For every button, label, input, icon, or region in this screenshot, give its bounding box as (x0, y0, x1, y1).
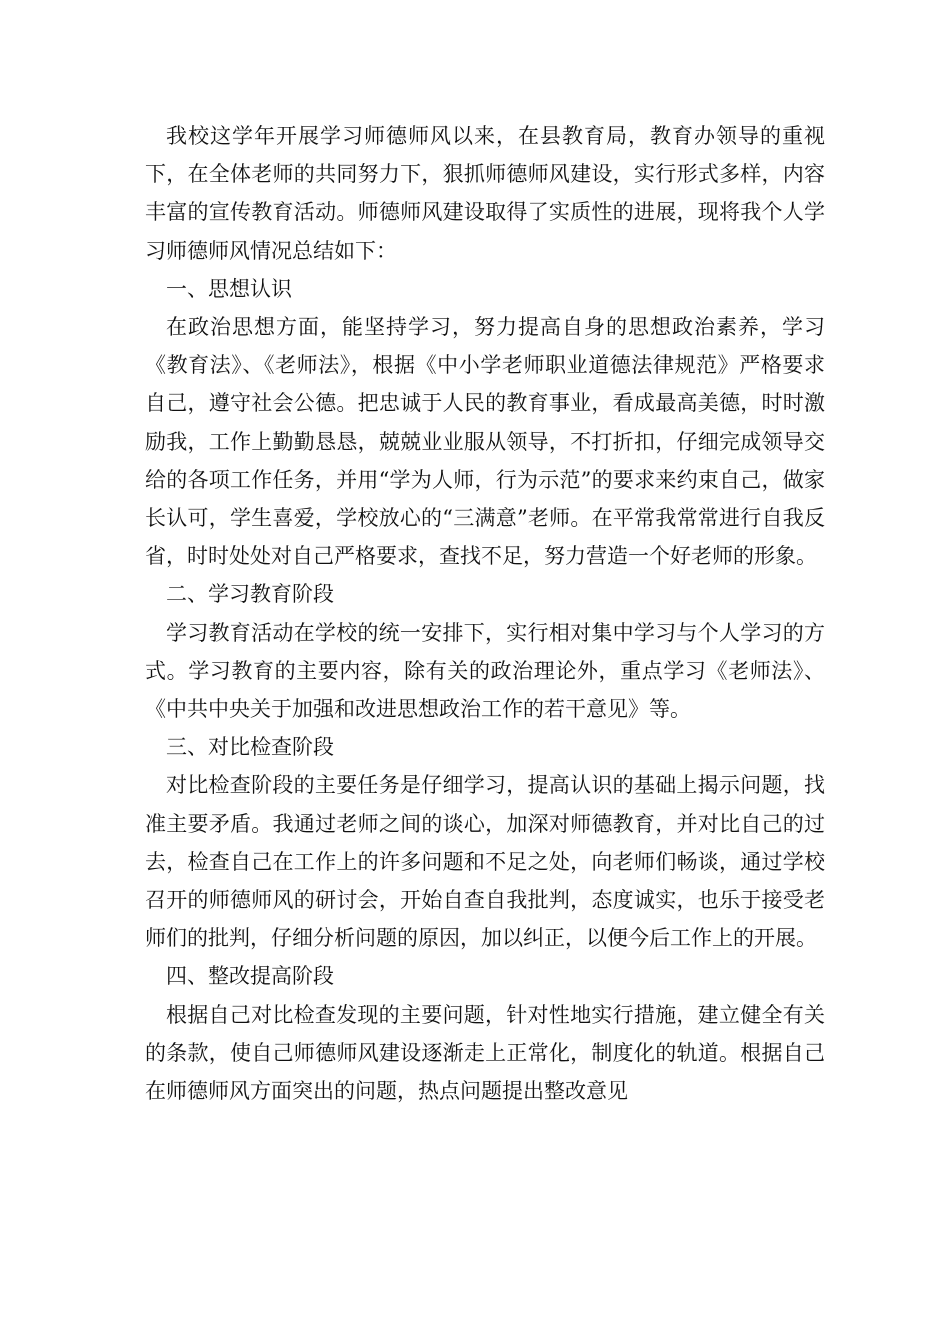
section-heading-4: 四、整改提高阶段 (166, 964, 334, 989)
section-heading-1: 一、思想认识 (166, 276, 292, 301)
section-heading-2: 二、学习教育阶段 (166, 582, 334, 607)
document-body (145, 117, 825, 1110)
intro-paragraph: 我校这学年开展学习师德师风以来，在县教育局，教育办领导的重视下，在全体老师的共同努力下，狠抓师德师风建设，实行形式多样，内容丰富的宣传教育活动。师德师风建设取得了实质性的进展，现将我个人学习师德师风情况总结如下： (145, 124, 825, 263)
section-4-paragraph: 根据自己对比检查发现的主要问题，针对性地实行措施，建立健全有关的条款，使自己师德师风建设逐渐走上正常化，制度化的轨道。根据自己在师德师风方面突出的问题，热点问题提出整改意见 (145, 1002, 825, 1104)
section-heading-3: 三、对比检查阶段 (166, 735, 334, 760)
section-3-paragraph: 对比检查阶段的主要任务是仔细学习，提高认识的基础上揭示问题，找准主要矛盾。我通过老师之间的谈心，加深对师德教育，并对比自己的过去，检查自己在工作上的许多问题和不足之处，向老师们畅谈，通过学校召开的师德师风的研讨会，开始自查自我批判，态度诚实，也乐于接受老师们的批判，仔细分析问题的原因，加以纠正，以便今后工作上的开展。 (145, 773, 825, 951)
section-1-paragraph: 在政治思想方面，能坚持学习，努力提高自身的思想政治素养，学习《教育法》、《老师法》，根据《中小学老师职业道德法律规范》严格要求自己，遵守社会公德。把忠诚于人民的教育事业，看成最高美德，时时激励我，工作上勤勤恳恳，兢兢业业服从领导，不打折扣，仔细完成领导交给的各项工作任务，并用“学为人师，行为示范”的要求来约束自己，做家长认可，学生喜爱，学校放心的“三满意”老师。在平常我常常进行自我反省，时时处处对自己严格要求，查找不足，努力营造一个好老师的形象。 (145, 315, 825, 569)
section-2-paragraph: 学习教育活动在学校的统一安排下，实行相对集中学习与个人学习的方式。学习教育的主要内容，除有关的政治理论外，重点学习《老师法》、《中共中央关于加强和改进思想政治工作的若干意见》等。 (145, 620, 825, 722)
